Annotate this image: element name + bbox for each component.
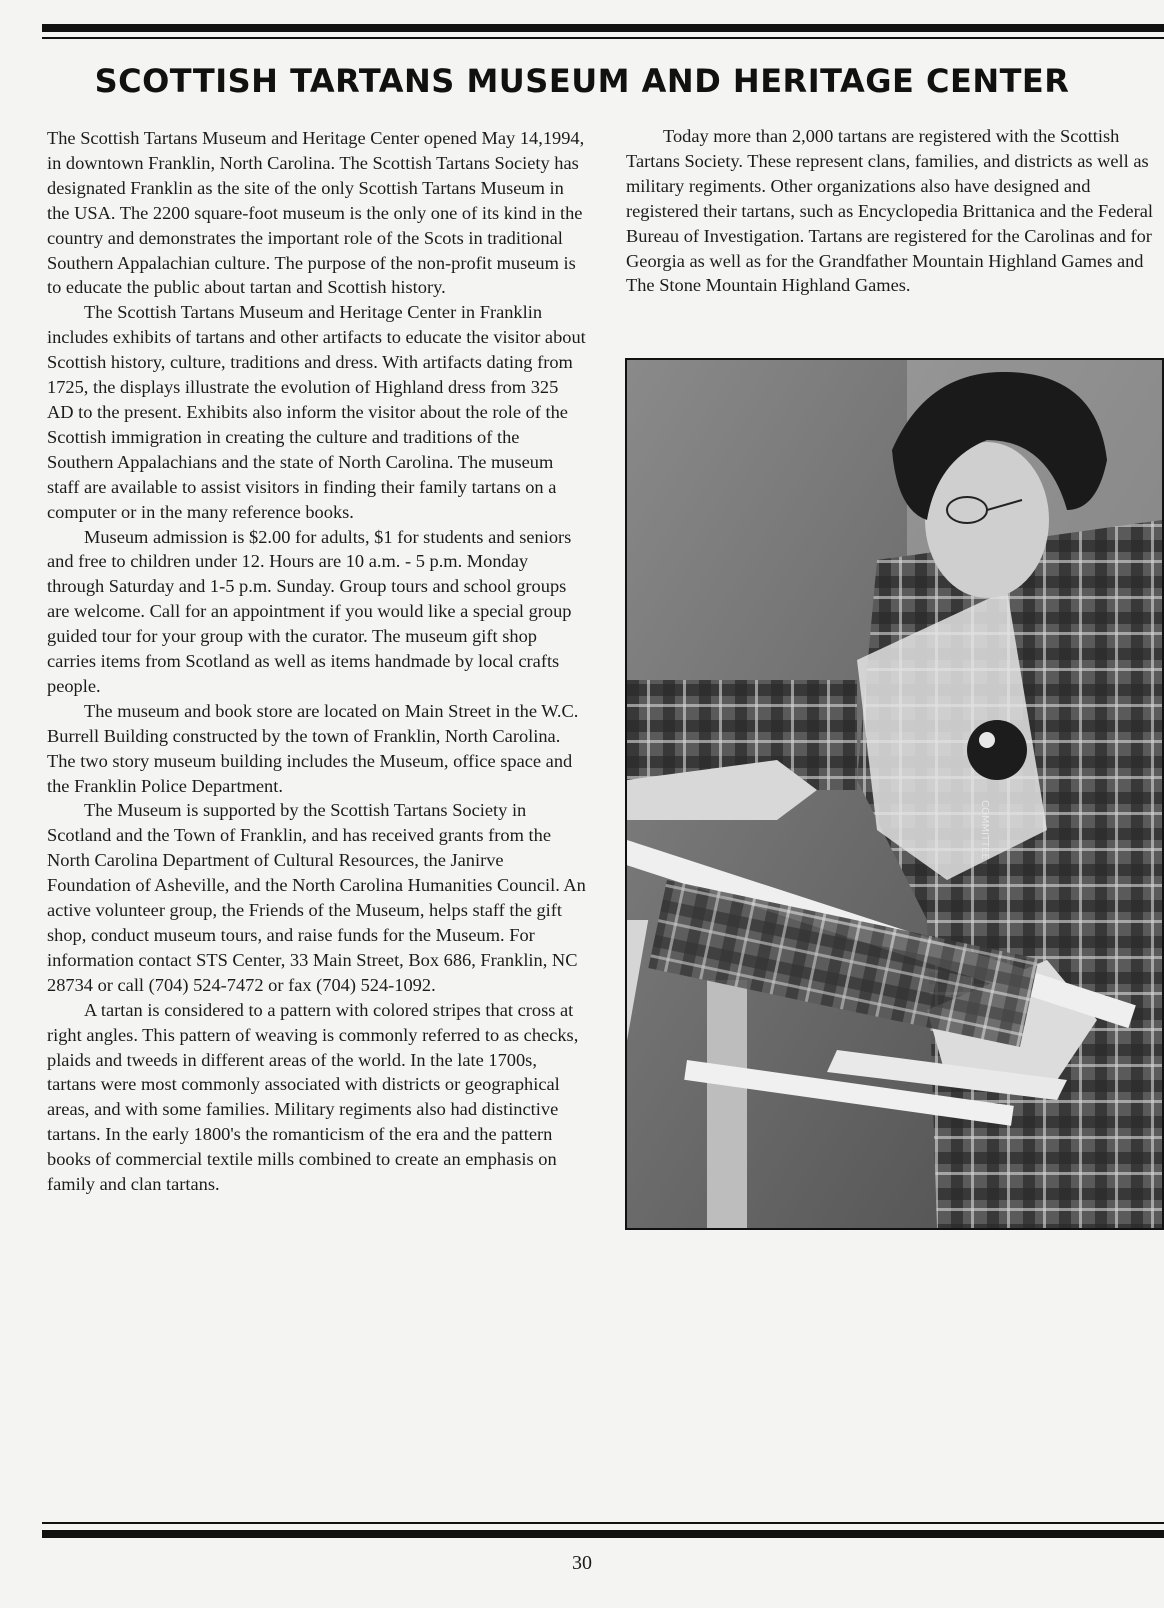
paragraph: The museum and book store are located on Main Street in the W.C. Burrell Building constructed by the town of Franklin, North Carolina. The two story museum building includes the Museum, office space and the Franklin Police Department.: [47, 700, 579, 796]
paragraph: The Museum is supported by the Scottish Tartans Society in Scotland and the Town of Franklin, and has received grants from the North Carolina Department of Cultural Resources, the Janirve Foundation of Asheville, and the North Carolina Humanities Council. An active volunteer group, the Friends of the Museum, helps staff the gift shop, conduct museum tours, and raise funds for the Museum. For information contact STS Center, 33 Main Street, Box 686, Franklin, NC 28734 or call (704) 524-7472 or fax (704) 524-1092.: [47, 800, 586, 995]
bottom-rule-thick: [42, 1530, 1164, 1538]
paragraph: The Scottish Tartans Museum and Heritage Center opened May 14,1994, in downtown Franklin, North Carolina. The Scottish Tartans Society has designated Franklin as the site of the only Scottish Tartans Museum in the USA. The 2200 square-foot museum is the only one of its kind in the country and demonstrates the important role of the Scots in traditional Southern Appalachian culture. The purpose of the non-profit museum is to educate the public about tartan and Scottish history.: [47, 128, 585, 298]
left-column: [47, 126, 587, 1197]
paragraph: The Scottish Tartans Museum and Heritage Center in Franklin includes exhibits of tartans and other artifacts to educate the visitor about Scottish history, culture, traditions and dress. With artifacts dating from 1725, the displays illustrate the evolution of Highland dress from 325 AD to the present. Exhibits also inform the visitor about the role of the Scottish immigration in creating the culture and traditions of the Southern Appalachians and the state of North Carolina. The museum staff are available to assist visitors in finding their family tartans on a computer or in the many reference books.: [47, 302, 586, 522]
top-rule-thin: [42, 37, 1164, 39]
right-column: [626, 124, 1164, 298]
paragraph: Museum admission is $2.00 for adults, $1 for students and seniors and free to children under 12. Hours are 10 a.m. - 5 p.m. Monday through Saturday and 1-5 p.m. Sunday. Group tours and school groups are welcome. Call for an appointment if you would like a special group guided tour for your group with the curator. The museum gift shop carries items from Scotland as well as items handmade by local crafts people.: [47, 526, 572, 696]
lanyard-text: COMMITTEE: [979, 800, 990, 860]
bottom-rule-thin: [42, 1522, 1164, 1524]
page-number: 30: [572, 1552, 592, 1574]
page-title: SCOTTISH TARTANS MUSEUM AND HERITAGE CENTER: [94, 62, 1070, 100]
paragraph: Today more than 2,000 tartans are registered with the Scottish Tartans Society. These represent clans, families, and districts as well as military regiments. Other organizations also have designed and registered their tartans, such as Encyclopedia Brittanica and the Federal Bureau of Investigation. Tartans are registered for the Carolinas and for Georgia as well as for the Grandfather Mountain Highland Games and The Stone Mountain Highland Games.: [626, 126, 1153, 296]
top-rule-thick: [42, 24, 1164, 32]
paragraph: A tartan is considered to a pattern with colored stripes that cross at right angles. This pattern of weaving is commonly referred to as checks, plaids and tweeds in different areas of the world. In the late 1700s, tartans were most commonly associated with districts or geographical areas, and with some families. Military regiments also had distinctive tartans. In the early 1800's the romanticism of the era and the pattern books of commercial textile mills combined to create an emphasis on family and clan tartans.: [47, 999, 579, 1195]
weaving-photo: [625, 358, 1164, 1230]
